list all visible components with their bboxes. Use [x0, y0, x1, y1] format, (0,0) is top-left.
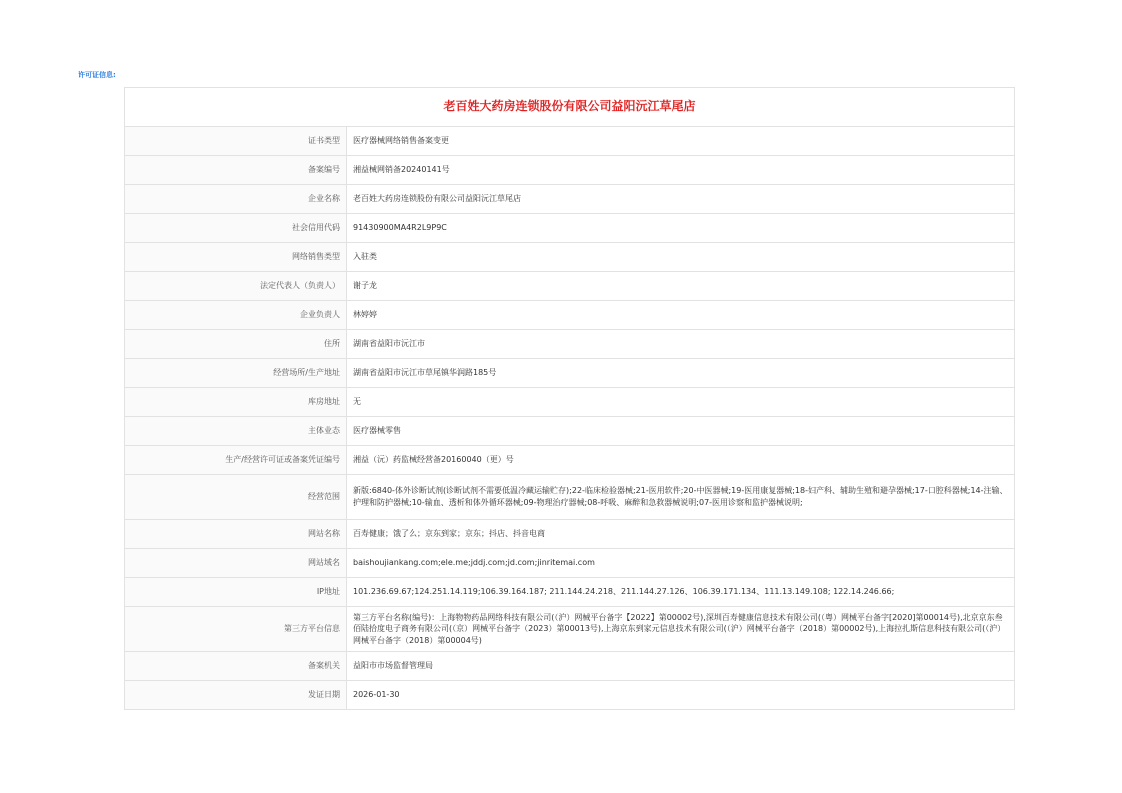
row-label-ip-address: IP地址 — [125, 578, 347, 607]
table-row — [125, 214, 1015, 243]
row-label-issue-date: 发证日期 — [125, 681, 347, 710]
row-label-sales-type: 网络销售类型 — [125, 243, 347, 272]
row-value-filing-authority: 益阳市市场监督管理局 — [347, 652, 1015, 681]
table-row — [125, 681, 1015, 710]
row-value-certificate-type: 医疗器械网络销售备案变更 — [347, 127, 1015, 156]
row-value-license-number: 湘益（沅）药监械经营备20160040（更）号 — [347, 446, 1015, 475]
row-label-filing-number: 备案编号 — [125, 156, 347, 185]
row-value-business-form: 医疗器械零售 — [347, 417, 1015, 446]
row-label-warehouse-address: 库房地址 — [125, 388, 347, 417]
row-label-website-domain: 网站域名 — [125, 549, 347, 578]
row-value-company-head: 林婷婷 — [347, 301, 1015, 330]
row-value-ip-address: 101.236.69.67;124.251.14.119;106.39.164.187; 211.144.24.218、211.144.27.126、106.39.171.134、111.13.149.108; 122.14.246.66; — [347, 578, 1015, 607]
row-label-credit-code: 社会信用代码 — [125, 214, 347, 243]
row-label-business-form: 主体业态 — [125, 417, 347, 446]
store-title: 老百姓大药房连锁股份有限公司益阳沅江草尾店 — [125, 88, 1015, 127]
table-row — [125, 185, 1015, 214]
table-row — [125, 156, 1015, 185]
section-label: 许可证信息: — [78, 71, 116, 79]
table-row — [125, 243, 1015, 272]
table-row — [125, 549, 1015, 578]
table-row — [125, 475, 1015, 520]
license-info-table — [124, 87, 1015, 710]
row-label-certificate-type: 证书类型 — [125, 127, 347, 156]
table-row — [125, 578, 1015, 607]
table-row — [125, 652, 1015, 681]
table-row — [125, 301, 1015, 330]
row-label-residence: 住所 — [125, 330, 347, 359]
table-row — [125, 607, 1015, 652]
title-row — [125, 88, 1015, 127]
row-value-residence: 湖南省益阳市沅江市 — [347, 330, 1015, 359]
table-row — [125, 446, 1015, 475]
row-value-business-address: 湖南省益阳市沅江市草尾镇华润路185号 — [347, 359, 1015, 388]
row-value-credit-code: 91430900MA4R2L9P9C — [347, 214, 1015, 243]
row-label-website-name: 网站名称 — [125, 520, 347, 549]
row-value-issue-date: 2026-01-30 — [347, 681, 1015, 710]
row-value-sales-type: 入驻类 — [347, 243, 1015, 272]
table-row — [125, 272, 1015, 301]
row-value-website-domain: baishoujiankang.com;ele.me;jddj.com;jd.com;jinritemai.com — [347, 549, 1015, 578]
row-label-company-name: 企业名称 — [125, 185, 347, 214]
table-row — [125, 417, 1015, 446]
row-value-company-name: 老百姓大药房连锁股份有限公司益阳沅江草尾店 — [347, 185, 1015, 214]
row-label-filing-authority: 备案机关 — [125, 652, 347, 681]
row-label-company-head: 企业负责人 — [125, 301, 347, 330]
row-value-business-scope: 新版:6840-体外诊断试剂(诊断试剂不需要低温冷藏运输贮存);22-临床检验器械;21-医用软件;20-中医器械;19-医用康复器械;18-妇产科、辅助生殖和避孕器械;17-口腔科器械;14-注输、护理和防护器械;10-输血、透析和体外循环器械;09-物理治疗器械;08-呼吸、麻醉和急救器械说明;07-医用诊察和监护器械说明; — [347, 475, 1015, 520]
row-value-warehouse-address: 无 — [347, 388, 1015, 417]
table-row — [125, 330, 1015, 359]
table-row — [125, 359, 1015, 388]
row-value-filing-number: 湘益械网销备20240141号 — [347, 156, 1015, 185]
row-label-license-number: 生产/经营许可证或备案凭证编号 — [125, 446, 347, 475]
row-label-legal-representative: 法定代表人（负责人） — [125, 272, 347, 301]
row-value-legal-representative: 谢子龙 — [347, 272, 1015, 301]
row-value-website-name: 百寿健康；饿了么；京东到家；京东；抖店、抖音电商 — [347, 520, 1015, 549]
table-row — [125, 520, 1015, 549]
row-label-business-scope: 经营范围 — [125, 475, 347, 520]
table-row — [125, 127, 1015, 156]
table-row — [125, 388, 1015, 417]
row-label-business-address: 经营场所/生产地址 — [125, 359, 347, 388]
row-value-third-party-platform: 第三方平台名称(编号)：上海物物药品网络科技有限公司(（沪）网械平台备字【2022】第00002号),深圳百寿健康信息技术有限公司(（粤）网械平台备字[2020]第00014号),北京京东叁佰陆拾度电子商务有限公司(（京）网械平台备字（2023）第00013号),上海京东到家元信息技术有限公司(（沪）网械平台备字（2018）第00002号),上海拉扎斯信息科技有限公司(（沪）网械平台备字（2018）第00004号) — [347, 607, 1015, 652]
row-label-third-party-platform: 第三方平台信息 — [125, 607, 347, 652]
